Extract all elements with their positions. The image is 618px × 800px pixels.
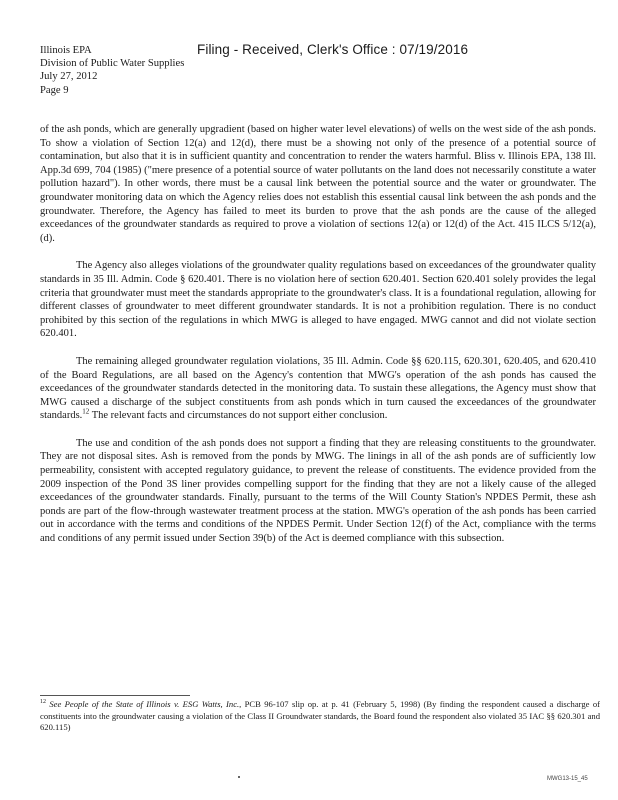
header-page-number: Page 9 (40, 84, 69, 96)
paragraph-remaining-violations-tail: The relevant facts and circumstances do not support either conclusion. (91, 410, 388, 422)
paragraph-remaining-violations (40, 355, 596, 423)
filing-stamp: Filing - Received, Clerk's Office : 07/19/2016 (197, 42, 469, 57)
scan-mark (238, 776, 240, 778)
paragraph-remaining-violations-text: The remaining alleged groundwater regulation violations, 35 Ill. Admin. Code §§ 620.115, 620.301, 620.405, and 620.410 of the Board Regulations, are all based on the Agency's contention that MWG's operation of the ash ponds has caused the exceedances of the groundwater standards detected in the monitoring data. To sustain these allegations, the Agency must show that MWG caused a discharge of the subject constituents from ash ponds which in turn caused the exceedances of the groundwater standards. (40, 355, 596, 422)
header-agency: Illinois EPA (40, 45, 92, 56)
paragraph-causation: of the ash ponds, which are generally upgradient (based on higher water level elevations) of wells on the west side of the ash ponds. To show a violation of Section 12(a) and 12(d), there must be a showing not only of the presence of a potential source of contamination, but also that it is in sufficient quantity and concentration to render the waters harmful. Bliss v. Illinois EPA, 138 Ill. App.3d 699, 704 (1985) ("mere presence of a potential source of water pollutants on the land does not necessarily constitute a water pollution hazard"). In other words, there must be a causal link between the potential source and the water or groundwater. The groundwater monitoring data on which the Agency relies does not establish this essential causal link between the ash ponds and the groundwater. Therefore, the Agency has failed to meet its burden to prove that the ash ponds are the cause of the alleged exceedances of the groundwater standards as required to prove a violation of sections 12(a) or 12(d) of the Act. 415 ILCS 5/12(a), (d). (40, 124, 596, 244)
footnote (40, 699, 600, 734)
letter-header (40, 44, 184, 97)
footnote-marker: 12 (40, 699, 46, 706)
bates-number: MWG13-15_45 (547, 776, 588, 782)
header-date: July 27, 2012 (40, 71, 98, 83)
document-body (40, 123, 596, 560)
footnote-divider (40, 695, 190, 696)
paragraph-ash-pond-condition: The use and condition of the ash ponds does not support a finding that they are releasing constituents to the groundwater. They are not disposal sites. Ash is removed from the ponds by MWG. The linings in all of the ash ponds are of sufficiently low permeability, consistent with accepted regulatory guidance, to prevent the release of constituents. The evidence provided from the 2009 inspection of the Pond 3S liner provides compelling support for the finding that they are not a likely cause of the alleged exceedances of the groundwater standards. Finally, pursuant to the terms of the Will County Station's NPDES Permit, these ash ponds are part of the flow-through wastewater treatment process at the station. MWG's operation of the ash ponds has been carried out in accordance with the terms and conditions of the NPDES Permit. Under Section 12(f) of the Act, compliance with the terms and conditions of any permit issued under Section 39(b) of the Act is deemed compliance with this subsection. (40, 437, 596, 545)
footnote-case-name: See People of the State of Illinois v. ESG Watts, Inc. (49, 699, 240, 709)
footnote-reference: 12 (82, 407, 90, 416)
header-division: Division of Public Water Supplies (40, 58, 185, 70)
footnote-text: , PCB 96-107 slip op. at p. 41 (February 5, 1998) (By finding the respondent caused a discharge of constituents into the groundwater causing a violation of the Class II Groundwater standards, the Board found the respondent also violated 35 IAC §§ 620.301 and 620.115) (40, 699, 600, 733)
paragraph-section-620-401: The Agency also alleges violations of the groundwater quality regulations based on exceedances of the groundwater quality standards in 35 Ill. Admin. Code § 620.401. There is no violation here of section 620.401. Section 620.401 solely provides the legal criteria that groundwater must meet the standards appropriate to the groundwater's class. It is a foundational regulation, allowing for different classes of groundwater to meet different groundwater standards. It is not a prohibition regulation. There is no conduct prohibited by this section of the regulations in which MWG is alleged to have engaged. MWG cannot and did not violate section 620.401. (40, 260, 596, 340)
